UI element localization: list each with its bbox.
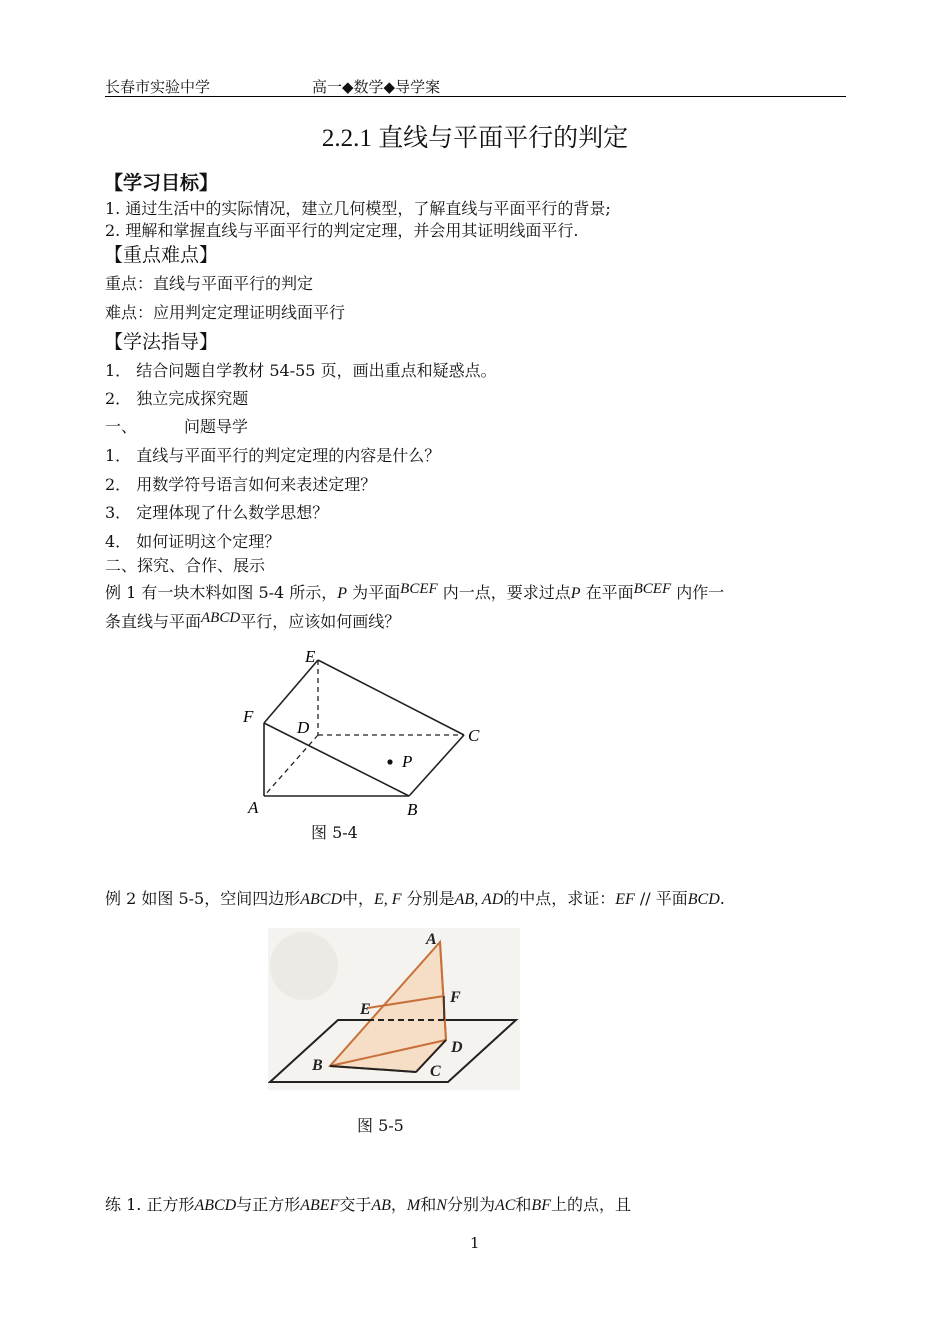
label-f: F xyxy=(450,989,461,1006)
label-a: A xyxy=(426,931,437,948)
page-title: 2.2.1 直线与平面平行的判定 xyxy=(321,125,629,152)
header-rule xyxy=(105,96,846,97)
label-b: B xyxy=(312,1057,323,1074)
guide-item-2: 2． 独立完成探究题 xyxy=(105,389,249,408)
example1-line1: 例 1 有一块木料如图 5-4 所示，P 为平面BCEF 内一点，要求过点P 在平面BCEF 内作一 xyxy=(105,581,725,602)
question-item-3: 3． 定理体现了什么数学思想？ xyxy=(105,503,329,522)
label-b: B xyxy=(407,800,418,819)
guide-item-1: 1． 结合问题自学教材 54-55 页，画出重点和疑惑点。 xyxy=(105,361,497,380)
figure-5-5 xyxy=(268,928,520,1090)
key-heading: 【重点难点】 xyxy=(104,244,219,266)
guide-heading: 【学法指导】 xyxy=(104,331,219,353)
edge-bc xyxy=(409,735,464,796)
goals-heading: 【学习目标】 xyxy=(104,172,219,194)
figure-5-4 xyxy=(235,640,495,820)
label-a: A xyxy=(248,798,259,817)
label-d: D xyxy=(297,718,310,737)
focus-text: 重点：直线与平面平行的判定 xyxy=(105,274,314,293)
figure-5-5-caption: 图 5-5 xyxy=(357,1116,404,1135)
point-p xyxy=(387,759,392,764)
edge-fb xyxy=(264,723,409,796)
question-item-4: 4． 如何证明这个定理？ xyxy=(105,532,281,551)
example1-line2: 条直线与平面ABCD平行，应该如何画线？ xyxy=(105,610,401,631)
label-p: P xyxy=(402,752,413,771)
question-item-1: 1． 直线与平面平行的判定定理的内容是什么？ xyxy=(105,446,441,465)
edge-fe xyxy=(264,660,318,723)
figure-5-4-caption: 图 5-4 xyxy=(311,823,358,842)
edge-da xyxy=(264,735,318,796)
label-c: C xyxy=(468,726,480,745)
label-e: E xyxy=(360,1001,371,1018)
header-course: 高一◆数学◆导学案 xyxy=(312,78,441,96)
questions-heading-num: 一、 xyxy=(105,417,138,436)
example2-line: 例 2 如图 5-5，空间四边形ABCD中，E, F 分别是AB, AD的中点，求证：EF // 平面BCD. xyxy=(105,889,725,908)
explore-heading: 二、探究、合作、展示 xyxy=(105,556,266,575)
questions-heading-text: 问题导学 xyxy=(184,417,249,436)
label-d: D xyxy=(451,1039,463,1056)
page-number: 1 xyxy=(470,1234,480,1252)
header-school: 长春市实验中学 xyxy=(105,78,211,96)
question-item-2: 2． 用数学符号语言如何来表述定理？ xyxy=(105,475,377,494)
goal-item-1: 1. 通过生活中的实际情况，建立几何模型，了解直线与平面平行的背景; xyxy=(105,199,611,218)
label-e: E xyxy=(305,647,316,666)
practice1-line: 练 1. 正方形ABCD与正方形ABEF交于AB，M和N分别为AC和BF上的点，且 xyxy=(105,1195,631,1214)
label-c: C xyxy=(430,1063,441,1080)
goal-item-2: 2. 理解和掌握直线与平面平行的判定定理，并会用其证明线面平行. xyxy=(105,221,579,240)
difficulty-text: 难点：应用判定定理证明线面平行 xyxy=(105,303,346,322)
label-f: F xyxy=(243,707,254,726)
edge-ec xyxy=(318,660,464,735)
